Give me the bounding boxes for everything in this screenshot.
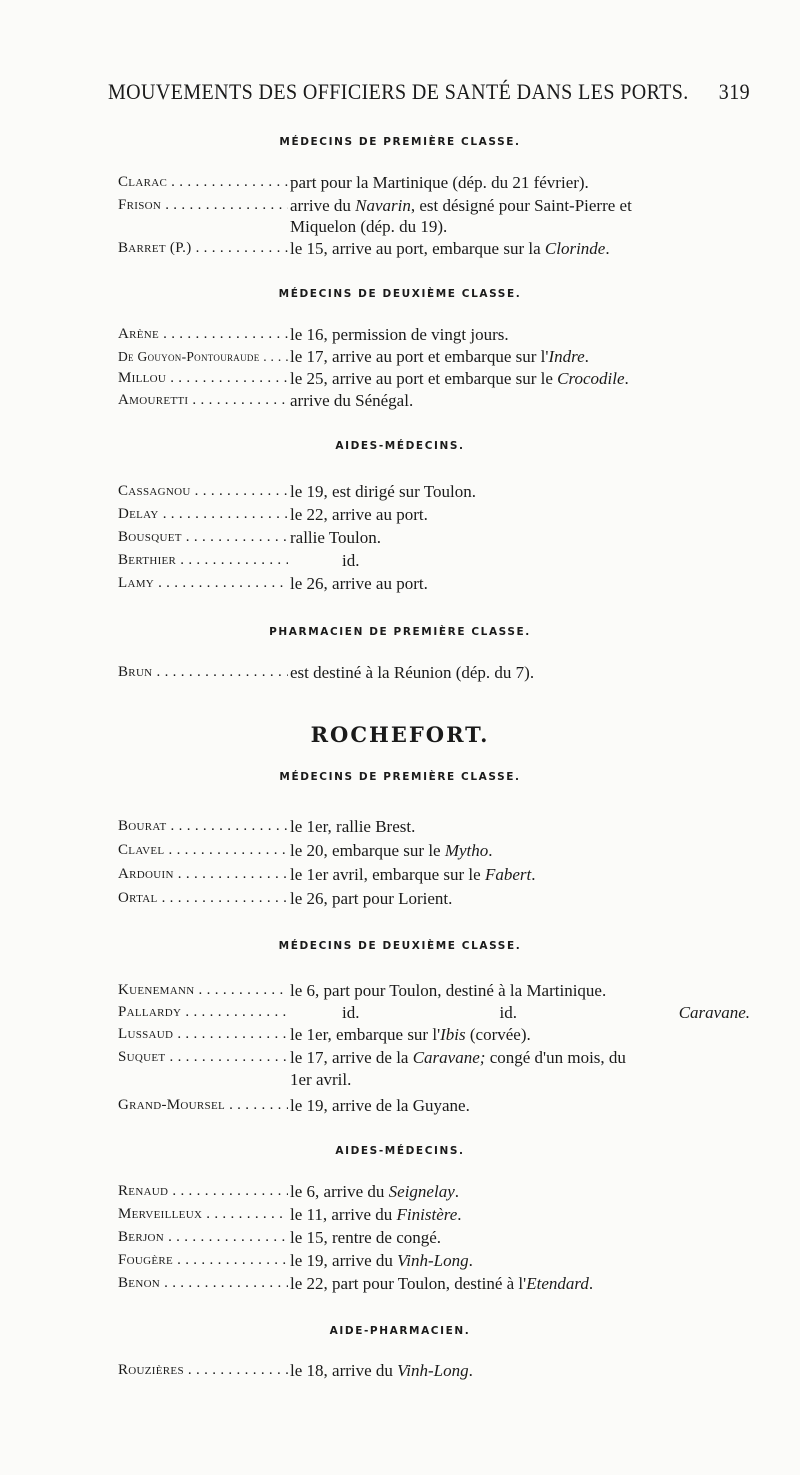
officer-name: Benon . . . bbox=[118, 1273, 288, 1294]
entry-text: le 26, arrive au port. bbox=[290, 574, 428, 593]
officer-name: Arène . . . bbox=[118, 324, 288, 345]
officer-name: Amouretti . . . bbox=[118, 390, 288, 411]
entry-continuation: 1er avril. bbox=[290, 1070, 352, 1089]
officer-name: De Gouyon-Pontouraude . . . bbox=[118, 346, 288, 367]
officer-name: Barret (P.) . . . bbox=[118, 238, 288, 259]
ship-name: Finistère bbox=[396, 1205, 458, 1224]
ship-name: Vinh-Long bbox=[397, 1251, 469, 1270]
entry-text: le 15, rentre de congé. bbox=[290, 1228, 442, 1247]
officer-name: Cassagnou . . . bbox=[118, 481, 288, 502]
ship-name: Mytho bbox=[444, 841, 489, 860]
entry-text: le 19, arrive du Vinh-Long. bbox=[290, 1251, 473, 1270]
entry-text: le 20, embarque sur le Mytho. bbox=[290, 841, 493, 860]
officer-name: Bousquet . . . bbox=[118, 527, 288, 548]
section-heading: MÉDECINS DE DEUXIÈME CLASSE. bbox=[278, 940, 522, 952]
entry-text: le 25, arrive au port et embarque sur le Crocodile. bbox=[290, 369, 629, 388]
officer-name: Suquet . . . bbox=[118, 1047, 288, 1068]
ship-name: Caravane. bbox=[678, 1003, 750, 1022]
entry-text: rallie Toulon. bbox=[290, 528, 382, 547]
entry-text: arrive du Sénégal. bbox=[290, 391, 414, 410]
officer-name: Frison . . . bbox=[118, 195, 288, 216]
officer-name: Renaud . . . bbox=[118, 1181, 288, 1202]
entry-text: le 26, part pour Lorient. bbox=[290, 889, 453, 908]
ship-name: Caravane; bbox=[412, 1048, 486, 1067]
entry-text: le 1er, embarque sur l'Ibis (corvée). bbox=[290, 1025, 531, 1044]
entry-text: le 18, arrive du Vinh-Long. bbox=[290, 1361, 473, 1380]
officer-name: Ortal . . . bbox=[118, 888, 288, 909]
officer-name: Berjon . . . bbox=[118, 1227, 288, 1248]
officer-name: Ardouin . . . bbox=[118, 864, 288, 885]
ship-name: Fabert bbox=[484, 865, 532, 884]
ship-name: Navarin bbox=[355, 196, 411, 215]
officer-name: Delay . . . bbox=[118, 504, 288, 525]
ship-name: Seignelay bbox=[388, 1182, 455, 1201]
entry-text: id. id. Caravane. bbox=[342, 1003, 750, 1022]
entry-text: arrive du Navarin, est désigné pour Saint-Pierre et bbox=[290, 196, 632, 215]
entry-text: est destiné à la Réunion (dép. du 7). bbox=[290, 663, 535, 682]
section-heading: MÉDECINS DE PREMIÈRE CLASSE. bbox=[279, 136, 521, 148]
officer-name: Kuenemann . . . bbox=[118, 980, 288, 1001]
entry-text: le 11, arrive du Finistère. bbox=[290, 1205, 462, 1224]
entry-text: le 19, est dirigé sur Toulon. bbox=[290, 482, 476, 501]
entry-text: le 22, part pour Toulon, destiné à l'Etendard. bbox=[290, 1274, 594, 1293]
ship-name: Crocodile bbox=[557, 369, 625, 388]
entry-text: le 15, arrive au port, embarque sur la Clorinde. bbox=[290, 239, 610, 258]
ship-name: Etendard bbox=[526, 1274, 589, 1293]
entry-text: le 6, part pour Toulon, destiné à la Martinique. bbox=[290, 981, 607, 1000]
section-heading: PHARMACIEN DE PREMIÈRE CLASSE. bbox=[269, 626, 531, 638]
entry-text: le 22, arrive au port. bbox=[290, 505, 428, 524]
entry-text: part pour la Martinique (dép. du 21 février). bbox=[290, 173, 589, 192]
section-heading: AIDES-MÉDECINS. bbox=[335, 440, 465, 452]
entry-text: le 17, arrive de la Caravane; congé d'un mois, du bbox=[290, 1048, 626, 1067]
entry-text: id. bbox=[342, 551, 360, 570]
ship-name: Clorinde bbox=[544, 239, 606, 258]
page-number: 319 bbox=[718, 80, 750, 105]
officer-name: Lamy . . . bbox=[118, 573, 288, 594]
ship-name: Vinh-Long bbox=[397, 1361, 469, 1380]
officer-name: Bourat . . . bbox=[118, 816, 288, 837]
section-heading: AIDES-MÉDECINS. bbox=[335, 1145, 465, 1157]
officer-name: Rouzières . . . bbox=[118, 1360, 288, 1381]
entry-text: le 16, permission de vingt jours. bbox=[290, 325, 509, 344]
running-title: MOUVEMENTS DES OFFICIERS DE SANTÉ DANS LES PORTS. bbox=[108, 80, 689, 105]
running-head bbox=[108, 80, 750, 114]
section-heading: MÉDECINS DE PREMIÈRE CLASSE. bbox=[279, 771, 521, 783]
officer-name: Merveilleux . . . bbox=[118, 1204, 288, 1225]
section-heading: AIDE-PHARMACIEN. bbox=[329, 1325, 471, 1337]
officer-name: Berthier . . . bbox=[118, 550, 288, 571]
officer-name: Grand-Moursel . . . bbox=[118, 1095, 288, 1116]
officer-name: Clarac . . . bbox=[118, 172, 288, 193]
officer-name: Lussaud . . . bbox=[118, 1024, 288, 1045]
officer-name: Brun . . . bbox=[118, 662, 288, 683]
entry-text: le 1er, rallie Brest. bbox=[290, 817, 416, 836]
entry-text: le 17, arrive au port et embarque sur l'Indre. bbox=[290, 347, 589, 366]
port-heading: ROCHEFORT. bbox=[310, 722, 490, 747]
officer-name: Clavel . . . bbox=[118, 840, 288, 861]
section-heading: MÉDECINS DE DEUXIÈME CLASSE. bbox=[278, 288, 522, 300]
entry-text: le 1er avril, embarque sur le Fabert. bbox=[290, 865, 536, 884]
entry-continuation: Miquelon (dép. du 19). bbox=[290, 217, 448, 236]
entry-text: le 19, arrive de la Guyane. bbox=[290, 1096, 470, 1115]
officer-name: Millou . . . bbox=[118, 368, 288, 389]
ship-name: Indre bbox=[548, 347, 585, 366]
entry-text: le 6, arrive du Seignelay. bbox=[290, 1182, 459, 1201]
officer-name: Pallardy . . . bbox=[118, 1002, 288, 1023]
ship-name: Ibis bbox=[440, 1025, 466, 1044]
officer-name: Fougère . . . bbox=[118, 1250, 288, 1271]
